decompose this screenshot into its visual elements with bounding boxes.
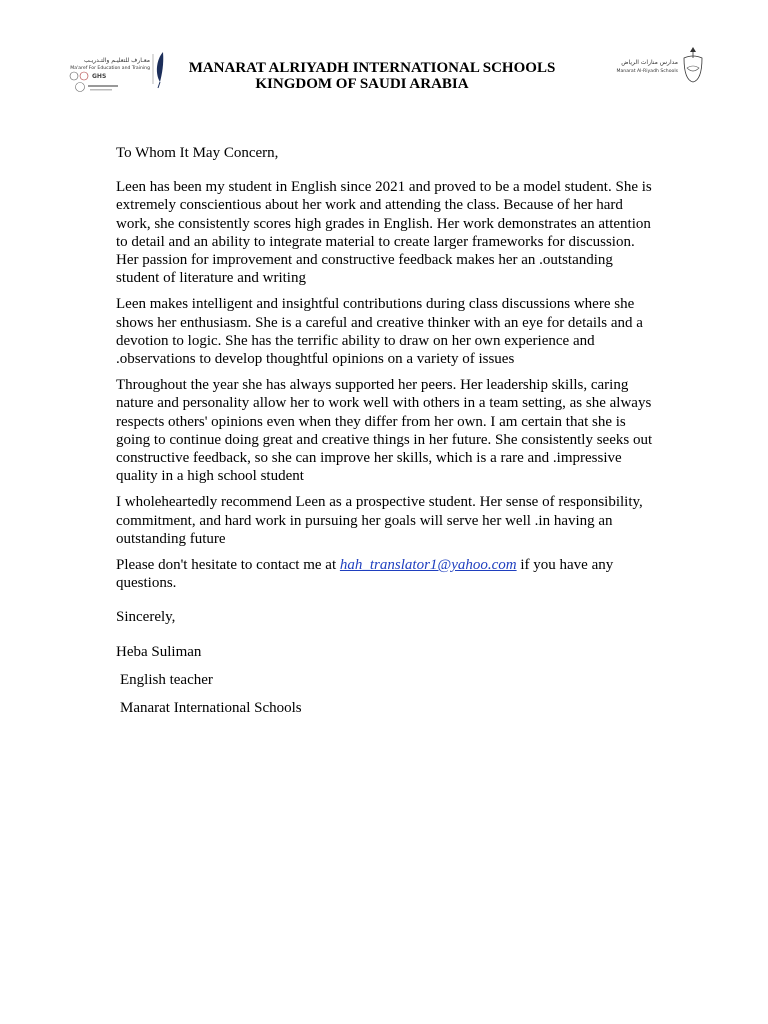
school-name: MANARAT ALRIYADH INTERNATIONAL SCHOOLS — [188, 60, 556, 76]
paragraph-2: Leen makes intelligent and insightful contributions during class discussions where she shows her enthusiasm. She is a careful and creative thinker with an eye for details and a devotion to logic. She has the terrific ability to draw on her own experience and .observations to develop thoughtful opinions on a variety of issues — [116, 296, 643, 368]
paragraph-3: Throughout the year she has always supported her peers. Her leadership skills, caring nature and personality allow her to work well with others in a team setting, as she always respects others' opinions even when they differ from her own. I am certain that she is going to continue doing great and creative things in her future. She consistently seeks out constructive feedback, so she can improve her skills, which is a rare and .impressive quality in a high school student — [116, 377, 653, 485]
greeting: To Whom It May Concern, — [116, 145, 279, 161]
contact-suffix: if you have any questions. — [116, 557, 614, 592]
closing: Sincerely, — [116, 609, 176, 626]
right-logo-english: Manarat Al-Riyadh Schools — [616, 69, 678, 74]
contact-line — [116, 556, 656, 592]
signature-name: Heba Suliman — [116, 643, 202, 660]
left-logo-english: Ma'aref For Education and Training — [70, 66, 150, 71]
country-name: KINGDOM OF SAUDI ARABIA — [255, 76, 469, 92]
partner-logos — [70, 72, 118, 92]
letterhead — [0, 40, 768, 110]
left-logo-arabic: معـارف للتعليـم والتـدريـب — [83, 57, 150, 64]
paragraph-4: I wholeheartedly recommend Leen as a prospective student. Her sense of responsibility, commitment, and hard work in pursuing her goals will serve her well .in having an outstanding future — [116, 494, 643, 547]
letter-body — [116, 144, 656, 727]
paragraph-1: Leen has been my student in English since 2021 and proved to be a model student. She is extremely conscientious about her work and attending the class. Because of her hard work, she consistently scores high grades in English. Her work demonstrates an attention to detail and an ability to integrate material to create larger frameworks for discussion. Her passion for improvement and constructive feedback makes her an .outstanding student of literature and writing — [116, 179, 652, 287]
right-logo-arabic: مدارس منارات الرياض — [621, 59, 678, 66]
contact-prefix: Please don't hesitate to contact me at — [116, 557, 340, 574]
contact-email-link[interactable]: hah_translator1@yahoo.com — [339, 557, 517, 574]
school-crest-icon — [684, 47, 702, 82]
signature-title: English teacher — [120, 671, 213, 688]
signature-organization: Manarat International Schools — [120, 700, 302, 717]
manarat-logo — [608, 44, 708, 86]
ghs-logo-text: GHS — [92, 73, 107, 80]
header-titles — [172, 60, 572, 92]
